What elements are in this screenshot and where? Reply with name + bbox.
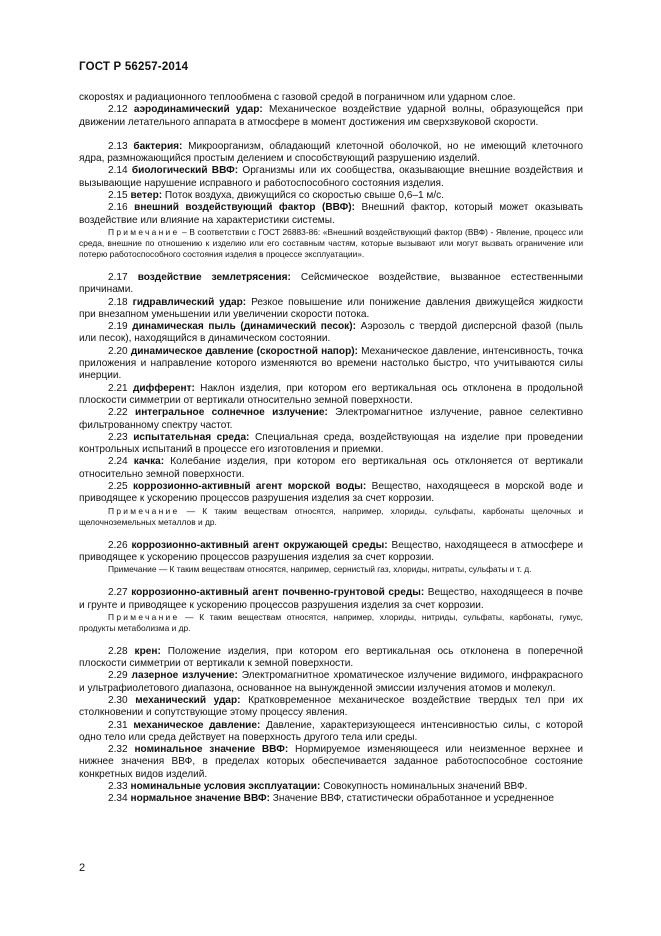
term-2-14: 2.14 биологический ВВФ: Организмы или их сообщества, оказывающие внешние воздействия и вызывающие нарушение исправного и работоспособного состояния изделия. [79,165,583,189]
term-2-23: 2.23 испытательная среда: Специальная среда, воздействующая на изделие при проведении контрольных испытаний в процессе его изготовления и приемки. [79,431,583,456]
term-2-33: 2.33 номинальные условия эксплуатации: Совокупность номинальных значений ВВФ. [108,781,528,793]
term-2-12: 2.12 аэродинамический удар: Механическое воздействие ударной волны, образующейся при движении летательного аппарата в атмосфере в момент достижения им сверхзвуковой скорости. [79,104,583,128]
term-2-29: 2.29 лазерное излучение: Электромагнитное хроматическое излучение видимого, инфракрасного и ультрафиолетового диапазона, основанное на вынужденной эмиссии излучения атомов и молекул. [79,670,583,694]
term-2-28: 2.28 крен: Положение изделия, при котором его вертикальная ось отклонена в поперечной плоскости симметрии от вертикали к земной поверхности. [79,645,583,670]
term-2-13: 2.13 бактерия: Микроорганизм, обладающий клеточной оболочкой, но не имеющий клеточного ядра, размножающийся простым делением и способствующий разрушению изделий. [79,140,583,165]
term-2-16: 2.16 внешний воздействующий фактор (ВВФ): Внешний фактор, который может оказывать воздействие или влияние на характеристики системы. [79,202,583,226]
document-body [79,92,583,806]
term-2-31: 2.31 механическое давление: Давление, характеризующееся интенсивностью силы, с которой одно тело или среда действует на поверхность другого тела или среды. [79,719,583,743]
term-2-19: 2.19 динамическая пыль (динамический песок): Аэрозоль с твердой дисперсной фазой (пыль или песок), находящийся в динамическом состоянии. [79,321,584,345]
term-2-18: 2.18 гидравлический удар: Резкое повышение или понижение давления движущейся жидкости при внезапном уменьшении или увеличении скорости потока. [79,296,584,320]
note-2-26: Примечание — К таким веществам относятся, например, сернистый газ, хлориды, нитраты, сульфаты и т. д. [108,564,532,575]
term-2-21: 2.21 дифферент: Наклон изделия, при котором его вертикальная ось отклонена в продольной плоскости симметрии от вертикали относительно земной поверхности. [79,382,583,406]
term-2-25: 2.25 коррозионно-активный агент морской воды: Вещество, находящееся в морской воде и приводящее к ускорению процессов разрушения изделия за счет коррозии. [79,481,583,505]
term-2-32: 2.32 номинальное значение ВВФ: Нормируемое изменяющееся или неизменное верхнее и нижнее значения ВВФ, в пределах которых обеспечивается заданное работоспособное состояние конкретных видов изделий. [79,744,583,780]
term-2-26: 2.26 коррозионно-активный агент окружающей среды: Вещество, находящееся в атмосфере и приводящее к ускорению процессов разрушения изделия за счет коррозии. [79,539,583,563]
term-2-17: 2.17 воздействие землетрясения: Сейсмическое воздействие, вызванное естественными причинами. [79,271,583,296]
term-2-20: 2.20 динамическое давление (скоростной напор): Механическое давление, интенсивность, точка приложения и направление которого изменяются во времени настолько быстро, что учитываются силы инерции. [79,345,583,382]
page-header: ГОСТ Р 56257-2014 [79,61,189,73]
note-2-16: Примечание – В соответствии с ГОСТ 26883-86: «Внешний воздействующий фактор (ВВФ) - Явление, процесс или среда, внешние по отношению к изделию или его составным частям, которые вызывают или могут вызвать ограничение или потерю работоспособного состояния изделия в процессе эксплуатации». [79,226,584,259]
term-2-30: 2.30 механический удар: Кратковременное механическое воздействие твердых тел при их столкновении и сопутствующие этому процессу явления. [79,694,583,719]
term-2-27: 2.27 коррозионно-активный агент почвенно-грунтовой среды: Вещество, находящееся в почве и грунте и приводящее к ускорению процессов разрушения изделия за счет коррозии. [79,587,584,611]
note-2-27: Примечание — К таким веществам относятся, например, хлориды, нитриды, сульфаты, карбонаты, гумус, продукты метаболизма и др. [79,611,584,633]
term-2-15: 2.15 ветер: Поток воздуха, движущийся со скоростью свыше 0,6–1 м/с. [108,190,444,202]
paragraph-continuation: скорostях и радиационного теплообмена с газовой средой в пограничном или ударном слое. [79,92,516,103]
term-2-24: 2.24 качка: Колебание изделия, при котором его вертикальная ось отклоняется от вертикали относительно земной поверхности. [79,456,583,480]
term-2-34: 2.34 нормальное значение ВВФ: Значение ВВФ, статистически обработанное и усредненное [108,793,555,805]
note-2-25: Примечание — К таким веществам относятся, например, хлориды, сульфаты, карбонаты щелочных и щелочноземельных металлов и др. [79,505,583,527]
term-2-22: 2.22 интегральное солнечное излучение: Электромагнитное излучение, равное селективно фильтрованному спектру частот. [79,407,583,431]
page-number: 2 [79,862,86,874]
